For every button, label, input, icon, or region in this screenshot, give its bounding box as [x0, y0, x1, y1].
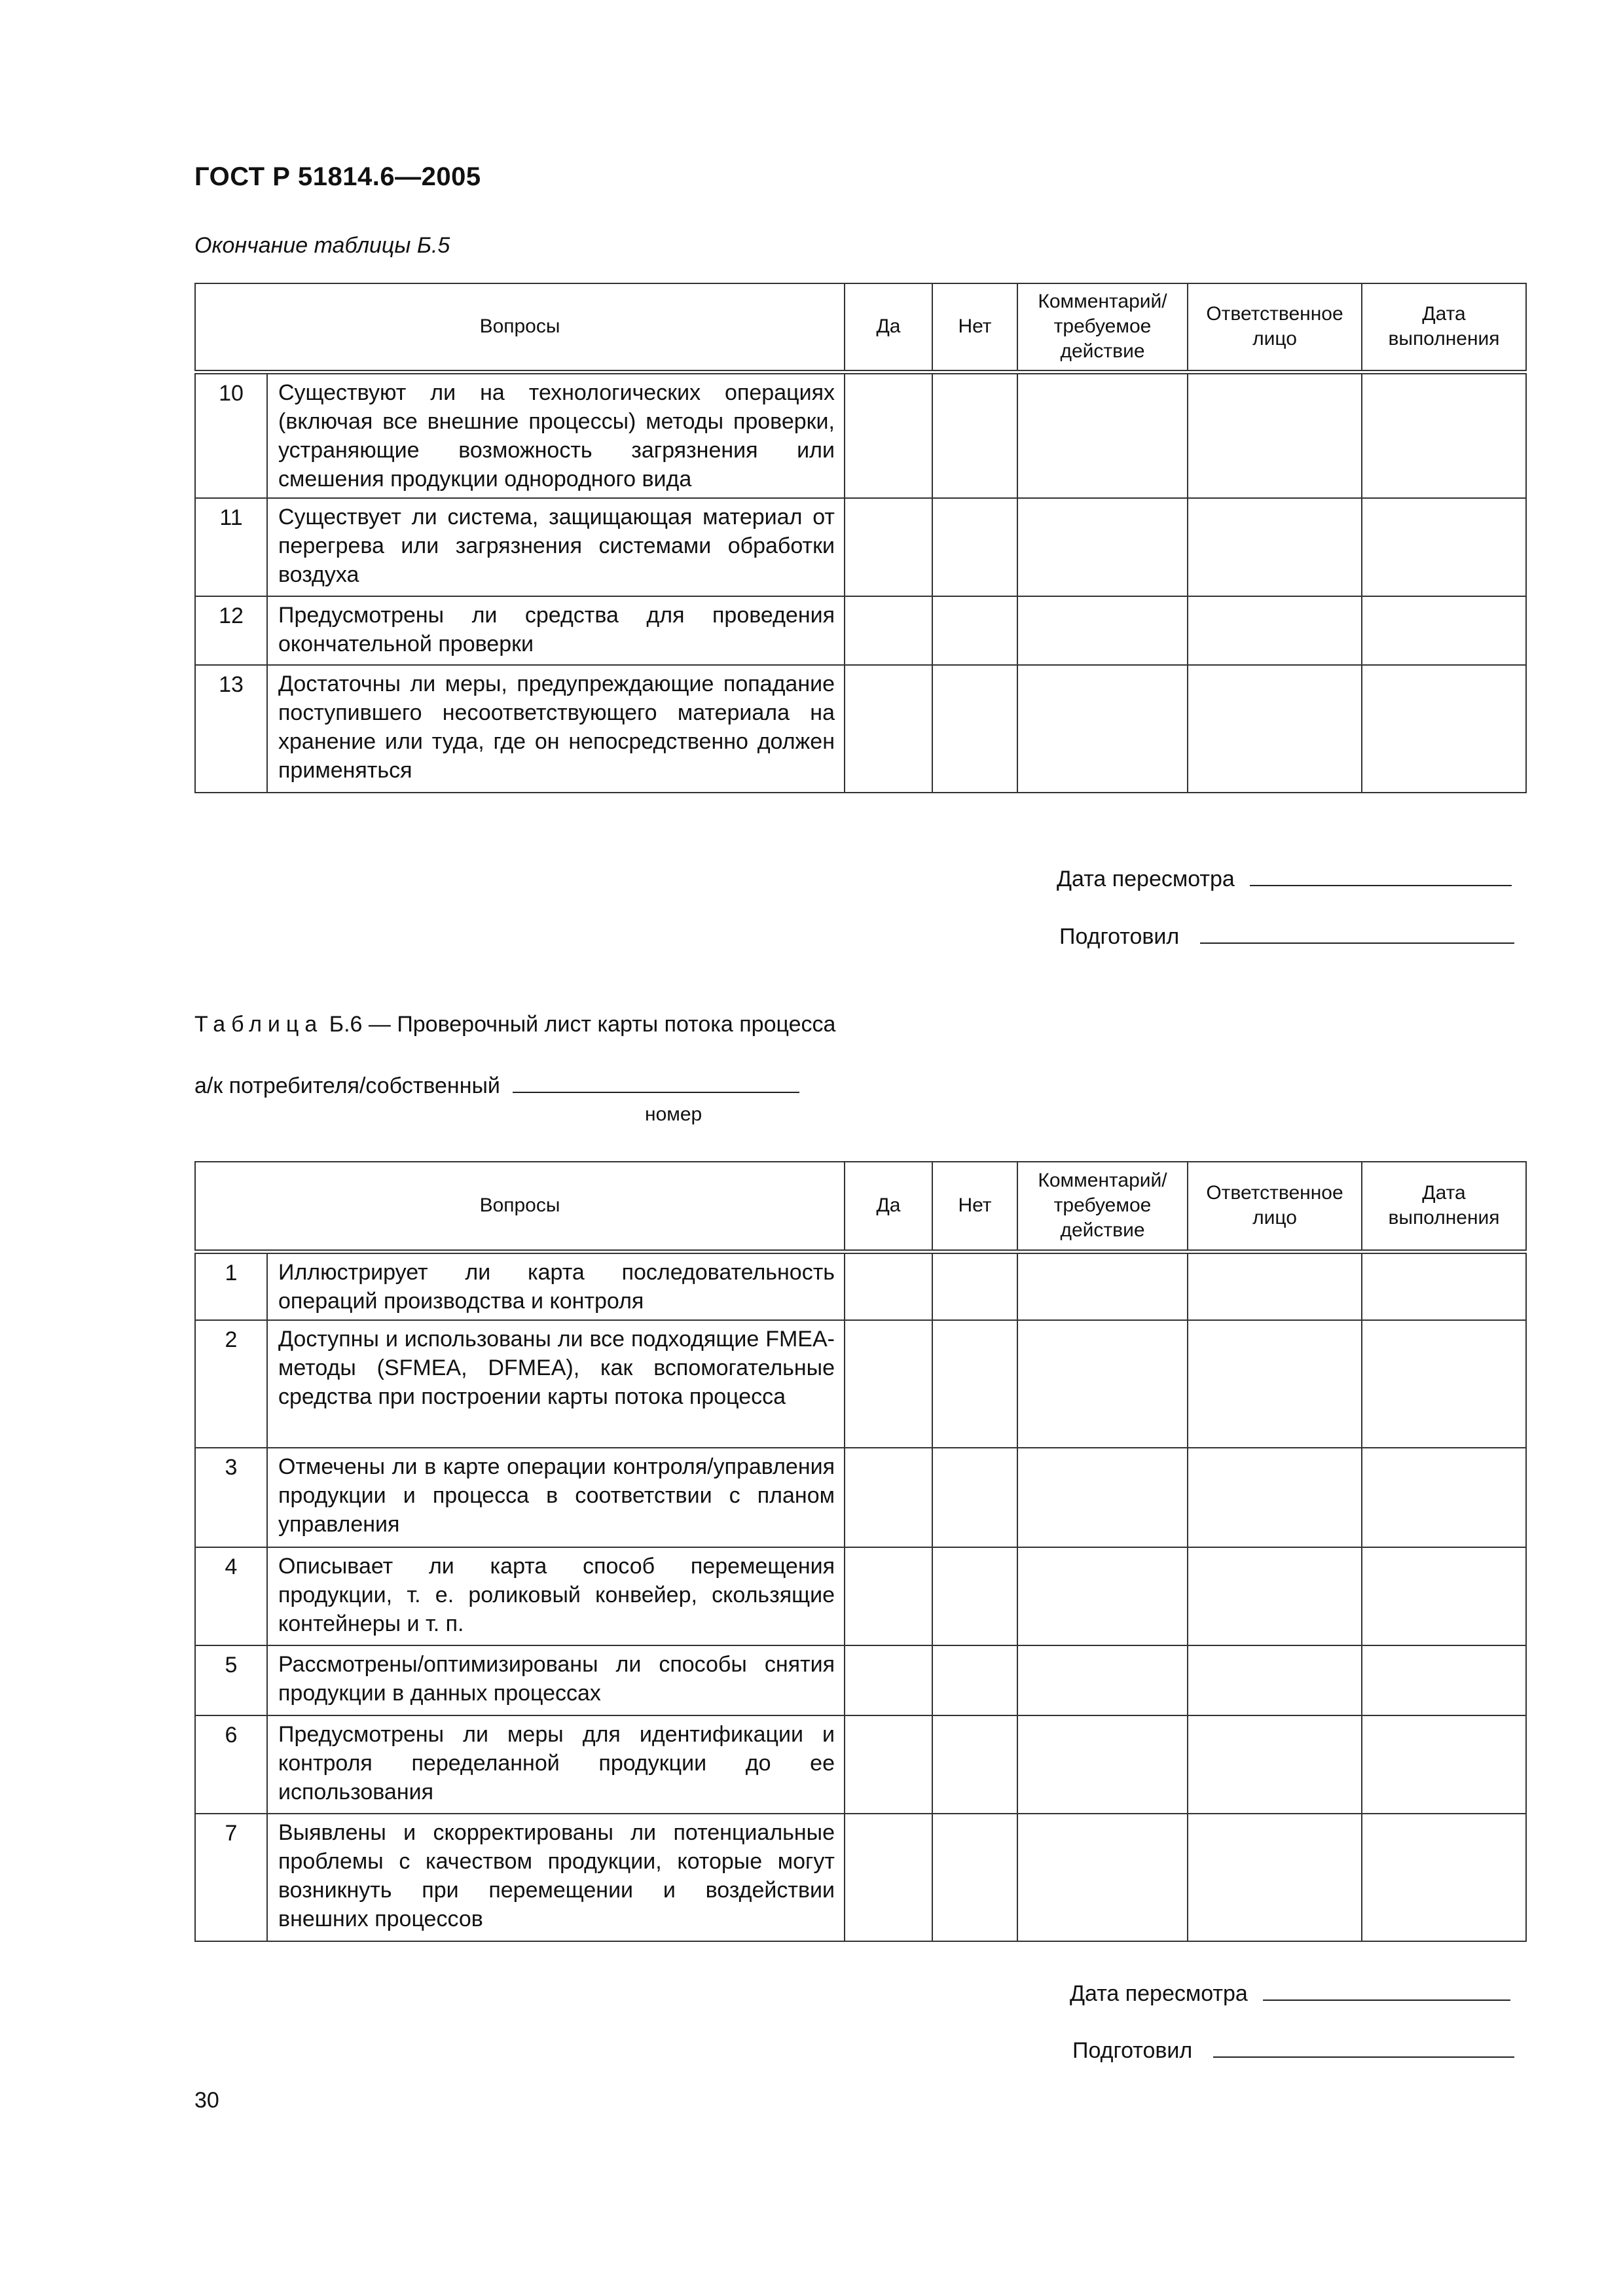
question-text: Предусмотрены ли меры для идентификации и контроля переделанной продукции до ее использования: [267, 1715, 845, 1814]
header-yes: Да: [845, 1162, 932, 1251]
prepared-by-label: Подготовил: [1059, 924, 1180, 949]
no-cell[interactable]: [932, 498, 1017, 596]
responsible-cell[interactable]: [1188, 498, 1362, 596]
comment-cell[interactable]: [1017, 665, 1188, 793]
table-b6-caption: [194, 1012, 835, 1037]
date-cell[interactable]: [1362, 1547, 1526, 1645]
question-text: Отмечены ли в карте операции контроля/управления продукции и процесса в соответствии с планом управления: [267, 1448, 845, 1547]
row-number: 11: [195, 498, 267, 596]
row-number: 1: [195, 1251, 267, 1320]
question-text: Доступны и использованы ли все подходящие FMEA-методы (SFMEA, DFMEA), как вспомогательные средства при построении карты потока процесса: [267, 1320, 845, 1448]
review-date-line[interactable]: [1250, 865, 1512, 886]
yes-cell[interactable]: [845, 1320, 932, 1448]
table-b5-header-row: [195, 283, 1526, 372]
row-number: 5: [195, 1645, 267, 1715]
table-row: [195, 372, 1526, 498]
table-b6: [194, 1161, 1527, 1942]
no-cell[interactable]: [932, 665, 1017, 793]
comment-cell[interactable]: [1017, 1448, 1188, 1547]
customer-number-line[interactable]: [513, 1072, 799, 1093]
table-row: [195, 1645, 1526, 1715]
customer-label: а/к потребителя/собственный: [194, 1073, 500, 1098]
date-cell[interactable]: [1362, 1715, 1526, 1814]
header-questions: Вопросы: [195, 283, 845, 372]
yes-cell[interactable]: [845, 498, 932, 596]
date-cell[interactable]: [1362, 1251, 1526, 1320]
prepared-by-label: Подготовил: [1072, 2038, 1193, 2063]
prepared-by-field-b6: [1072, 2037, 1514, 2064]
question-text: Рассмотрены/оптимизированы ли способы снятия продукции в данных процессах: [267, 1645, 845, 1715]
question-text: Существуют ли на технологических операциях (включая все внешние процессы) методы проверки, устраняющие возможность загрязнения или смешения продукции однородного вида: [267, 372, 845, 498]
yes-cell[interactable]: [845, 1547, 932, 1645]
review-date-field-b6: [1070, 1980, 1510, 2007]
comment-cell[interactable]: [1017, 1645, 1188, 1715]
no-cell[interactable]: [932, 1715, 1017, 1814]
row-number: 4: [195, 1547, 267, 1645]
responsible-cell[interactable]: [1188, 1320, 1362, 1448]
comment-cell[interactable]: [1017, 1320, 1188, 1448]
comment-cell[interactable]: [1017, 498, 1188, 596]
yes-cell[interactable]: [845, 1814, 932, 1941]
header-questions: Вопросы: [195, 1162, 845, 1251]
header-no: Нет: [932, 1162, 1017, 1251]
date-cell[interactable]: [1362, 1645, 1526, 1715]
responsible-cell[interactable]: [1188, 1715, 1362, 1814]
table-row: [195, 1448, 1526, 1547]
prepared-by-line[interactable]: [1213, 2037, 1514, 2058]
customer-number-field: [194, 1072, 799, 1099]
table-row: [195, 1547, 1526, 1645]
yes-cell[interactable]: [845, 1645, 932, 1715]
prepared-by-field-b5: [1059, 923, 1514, 950]
comment-cell[interactable]: [1017, 1547, 1188, 1645]
no-cell[interactable]: [932, 1547, 1017, 1645]
review-date-field-b5: [1057, 865, 1512, 892]
no-cell[interactable]: [932, 1814, 1017, 1941]
yes-cell[interactable]: [845, 1448, 932, 1547]
table-b5: [194, 283, 1527, 793]
date-cell[interactable]: [1362, 498, 1526, 596]
date-cell[interactable]: [1362, 1814, 1526, 1941]
header-date: Дата выполнения: [1362, 1162, 1526, 1251]
table-row: [195, 1715, 1526, 1814]
row-number: 12: [195, 596, 267, 665]
question-text: Достаточны ли меры, предупреждающие попадание поступившего несоответствующего материала на хранение или туда, где он непосредственно должен применяться: [267, 665, 845, 793]
date-cell[interactable]: [1362, 1320, 1526, 1448]
table-row: [195, 596, 1526, 665]
page-number: 30: [194, 2088, 219, 2113]
no-cell[interactable]: [932, 1320, 1017, 1448]
row-number: 6: [195, 1715, 267, 1814]
table-row: [195, 1251, 1526, 1320]
table-row: [195, 1814, 1526, 1941]
question-text: Выявлены и скорректированы ли потенциальные проблемы с качеством продукции, которые могут возникнуть при перемещении и воздействии внешних процессов: [267, 1814, 845, 1941]
row-number: 7: [195, 1814, 267, 1941]
question-text: Предусмотрены ли средства для проведения окончательной проверки: [267, 596, 845, 665]
date-cell[interactable]: [1362, 372, 1526, 498]
question-text: Существует ли система, защищающая материал от перегрева или загрязнения системами обработки воздуха: [267, 498, 845, 596]
responsible-cell[interactable]: [1188, 1251, 1362, 1320]
header-yes: Да: [845, 283, 932, 372]
question-text: Описывает ли карта способ перемещения продукции, т. е. роликовый конвейер, скользящие контейнеры и т. п.: [267, 1547, 845, 1645]
table-row: [195, 498, 1526, 596]
header-responsible: Ответственное лицо: [1188, 283, 1362, 372]
yes-cell[interactable]: [845, 665, 932, 793]
responsible-cell[interactable]: [1188, 1448, 1362, 1547]
responsible-cell[interactable]: [1188, 1645, 1362, 1715]
row-number: 13: [195, 665, 267, 793]
table-b6-header-row: [195, 1162, 1526, 1251]
table-word: Таблица: [194, 1012, 323, 1037]
review-date-label: Дата пересмотра: [1057, 867, 1235, 891]
header-date: Дата выполнения: [1362, 283, 1526, 372]
yes-cell[interactable]: [845, 596, 932, 665]
row-number: 3: [195, 1448, 267, 1547]
yes-cell[interactable]: [845, 1251, 932, 1320]
yes-cell[interactable]: [845, 372, 932, 498]
comment-cell[interactable]: [1017, 1251, 1188, 1320]
question-text: Иллюстрирует ли карта последовательность операций производства и контроля: [267, 1251, 845, 1320]
header-no: Нет: [932, 283, 1017, 372]
date-cell[interactable]: [1362, 1448, 1526, 1547]
no-cell[interactable]: [932, 1645, 1017, 1715]
row-number: 2: [195, 1320, 267, 1448]
no-cell[interactable]: [932, 372, 1017, 498]
row-number: 10: [195, 372, 267, 498]
responsible-cell[interactable]: [1188, 596, 1362, 665]
table-row: [195, 665, 1526, 793]
comment-cell[interactable]: [1017, 596, 1188, 665]
yes-cell[interactable]: [845, 1715, 932, 1814]
responsible-cell[interactable]: [1188, 1547, 1362, 1645]
comment-cell[interactable]: [1017, 1715, 1188, 1814]
date-cell[interactable]: [1362, 596, 1526, 665]
responsible-cell[interactable]: [1188, 1814, 1362, 1941]
table-b5-continuation-caption: Окончание таблицы Б.5: [194, 233, 450, 258]
header-comment: Комментарий/ требуемое действие: [1017, 1162, 1188, 1251]
no-cell[interactable]: [932, 1251, 1017, 1320]
comment-cell[interactable]: [1017, 372, 1188, 498]
comment-cell[interactable]: [1017, 1814, 1188, 1941]
table-b6-title: Б.6 — Проверочный лист карты потока процесса: [329, 1012, 836, 1037]
review-date-line[interactable]: [1263, 1980, 1510, 2001]
document-code: ГОСТ Р 51814.6—2005: [194, 162, 481, 191]
date-cell[interactable]: [1362, 665, 1526, 793]
header-responsible: Ответственное лицо: [1188, 1162, 1362, 1251]
responsible-cell[interactable]: [1188, 665, 1362, 793]
no-cell[interactable]: [932, 1448, 1017, 1547]
number-hint: номер: [645, 1103, 702, 1125]
review-date-label: Дата пересмотра: [1070, 1981, 1248, 2006]
table-row: [195, 1320, 1526, 1448]
prepared-by-line[interactable]: [1200, 923, 1514, 944]
responsible-cell[interactable]: [1188, 372, 1362, 498]
no-cell[interactable]: [932, 596, 1017, 665]
header-comment: Комментарий/ требуемое действие: [1017, 283, 1188, 372]
